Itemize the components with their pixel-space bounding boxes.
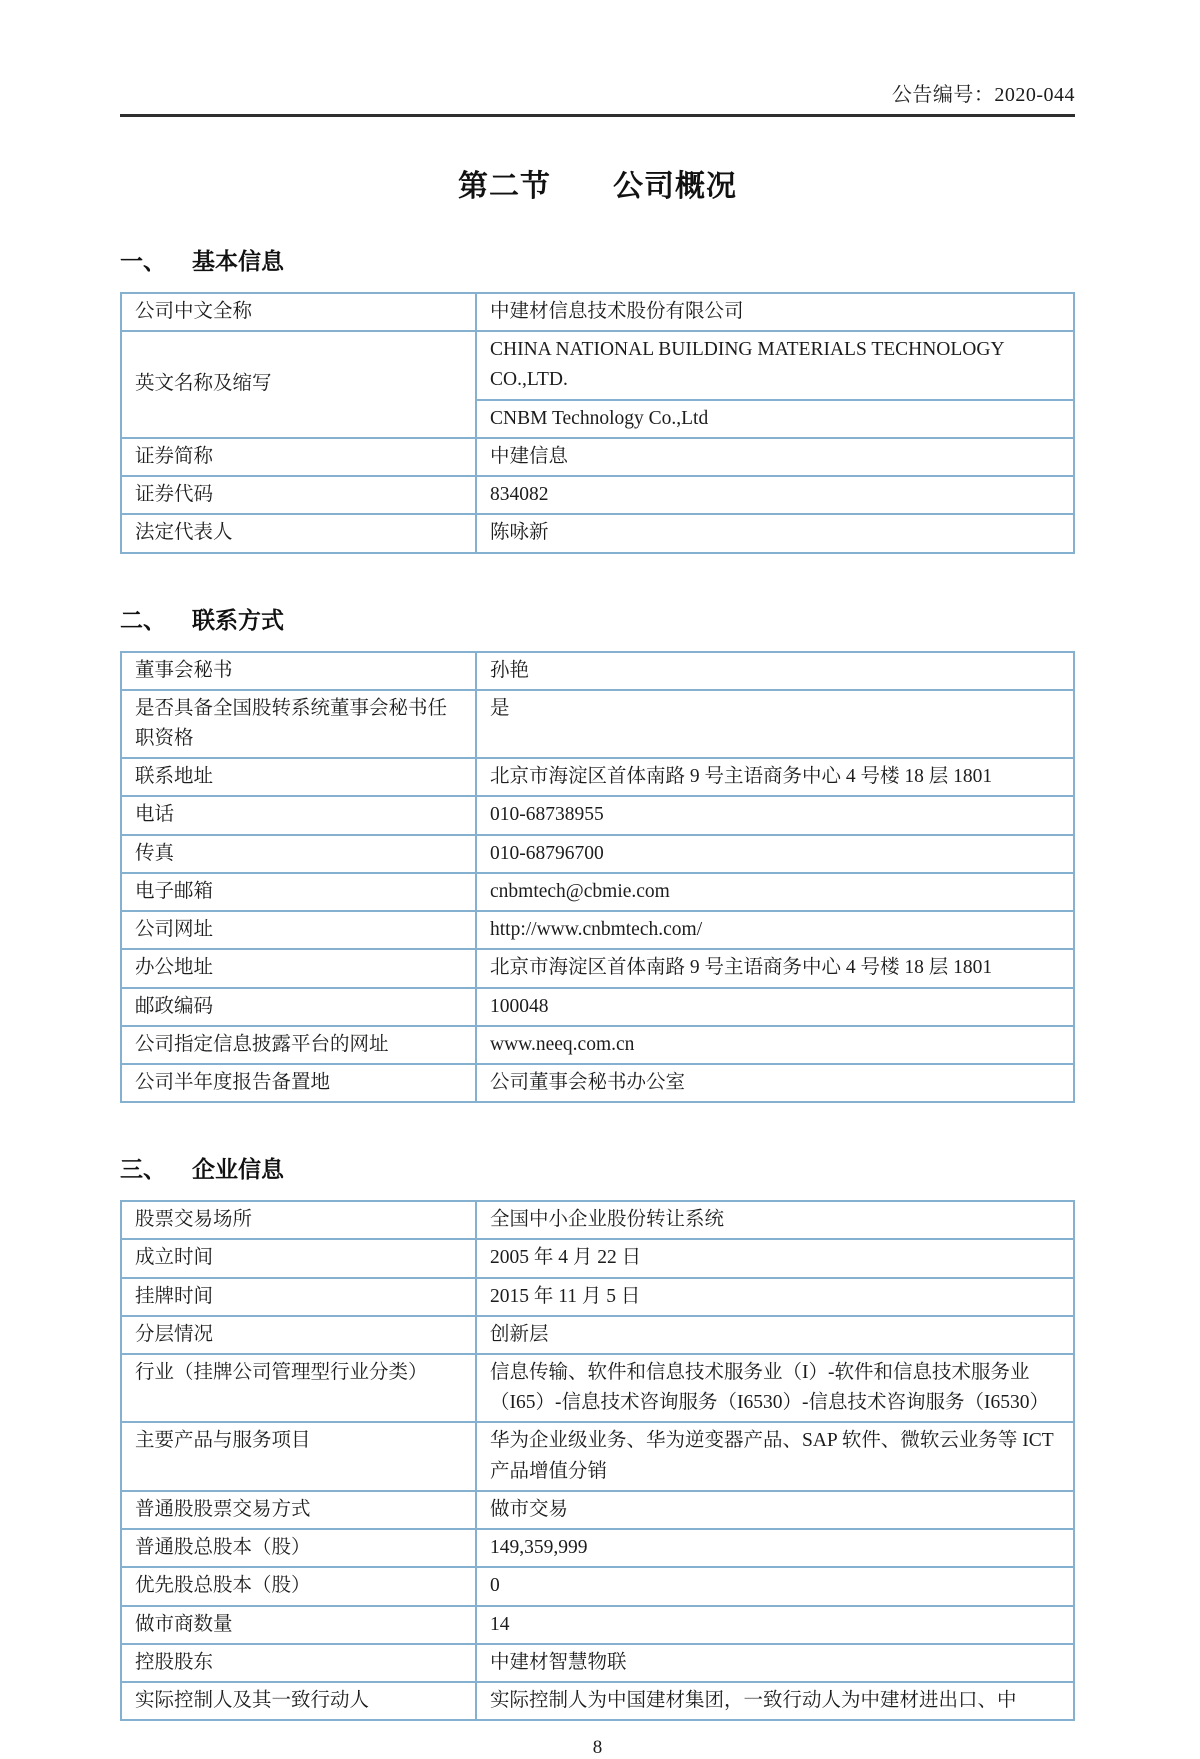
company-info-table xyxy=(120,1200,1075,1721)
row-label: 证券简称 xyxy=(121,438,476,476)
row-label: 电子邮箱 xyxy=(121,873,476,911)
table-row xyxy=(121,949,1074,987)
row-value: 0 xyxy=(476,1567,1074,1605)
table-row xyxy=(121,911,1074,949)
row-value: 是 xyxy=(476,690,1074,758)
section-contact-info xyxy=(120,602,1075,1104)
row-value: 2005 年 4 月 22 日 xyxy=(476,1239,1074,1277)
row-value: 010-68738955 xyxy=(476,796,1074,834)
row-value: 14 xyxy=(476,1606,1074,1644)
section-basic-info xyxy=(120,243,1075,554)
row-label: 公司网址 xyxy=(121,911,476,949)
row-value: 全国中小企业股份转让系统 xyxy=(476,1201,1074,1239)
row-value: CHINA NATIONAL BUILDING MATERIALS TECHNOLOGY CO.,LTD. xyxy=(476,331,1074,399)
row-label: 法定代表人 xyxy=(121,514,476,552)
row-label: 控股股东 xyxy=(121,1644,476,1682)
row-value: 中建材信息技术股份有限公司 xyxy=(476,293,1074,331)
row-label: 公司中文全称 xyxy=(121,293,476,331)
table-row xyxy=(121,1422,1074,1490)
table-row xyxy=(121,835,1074,873)
row-value: 北京市海淀区首体南路 9 号主语商务中心 4 号楼 18 层 1801 xyxy=(476,758,1074,796)
row-label: 做市商数量 xyxy=(121,1606,476,1644)
row-value: 孙艳 xyxy=(476,652,1074,690)
table-row xyxy=(121,758,1074,796)
table-row xyxy=(121,514,1074,552)
table-row xyxy=(121,988,1074,1026)
row-value: 中建材智慧物联 xyxy=(476,1644,1074,1682)
contact-info-table xyxy=(120,651,1075,1104)
row-value: 100048 xyxy=(476,988,1074,1026)
section-heading xyxy=(120,1151,1075,1184)
row-label: 优先股总股本（股） xyxy=(121,1567,476,1605)
section-heading xyxy=(120,602,1075,635)
row-value: 149,359,999 xyxy=(476,1529,1074,1567)
row-label: 英文名称及缩写 xyxy=(121,331,476,438)
announcement-number: 公告编号：2020-044 xyxy=(891,84,1075,106)
table-row xyxy=(121,331,1074,399)
section-company-info xyxy=(120,1151,1075,1721)
row-label: 行业（挂牌公司管理型行业分类） xyxy=(121,1354,476,1422)
basic-info-table xyxy=(120,292,1075,554)
section-heading xyxy=(120,243,1075,276)
row-value: 010-68796700 xyxy=(476,835,1074,873)
row-label: 联系地址 xyxy=(121,758,476,796)
page-number: 8 xyxy=(592,1737,603,1759)
row-label: 分层情况 xyxy=(121,1316,476,1354)
section-title: 企业信息 xyxy=(192,1156,284,1183)
row-value: CNBM Technology Co.,Ltd xyxy=(476,400,1074,438)
row-label: 邮政编码 xyxy=(121,988,476,1026)
section-number: 二、 xyxy=(120,606,166,633)
row-value: 华为企业级业务、华为逆变器产品、SAP 软件、微软云业务等 ICT 产品增值分销 xyxy=(476,1422,1074,1490)
table-row xyxy=(121,1201,1074,1239)
section-number: 三、 xyxy=(120,1156,166,1183)
row-label: 股票交易场所 xyxy=(121,1201,476,1239)
row-value: 公司董事会秘书办公室 xyxy=(476,1064,1074,1102)
table-row xyxy=(121,1316,1074,1354)
table-row xyxy=(121,1026,1074,1064)
table-row xyxy=(121,1278,1074,1316)
section-title: 联系方式 xyxy=(192,606,284,633)
row-label: 证券代码 xyxy=(121,476,476,514)
row-label: 是否具备全国股转系统董事会秘书任职资格 xyxy=(121,690,476,758)
row-label: 办公地址 xyxy=(121,949,476,987)
row-value: 中建信息 xyxy=(476,438,1074,476)
row-value: 信息传输、软件和信息技术服务业（I）-软件和信息技术服务业（I65）-信息技术咨询服务（I6530）-信息技术咨询服务（I6530） xyxy=(476,1354,1074,1422)
table-row xyxy=(121,796,1074,834)
row-label: 挂牌时间 xyxy=(121,1278,476,1316)
row-value: www.neeq.com.cn xyxy=(476,1026,1074,1064)
row-label: 普通股总股本（股） xyxy=(121,1529,476,1567)
row-label: 传真 xyxy=(121,835,476,873)
row-label: 普通股股票交易方式 xyxy=(121,1491,476,1529)
row-value: 创新层 xyxy=(476,1316,1074,1354)
table-row xyxy=(121,690,1074,758)
row-value: 做市交易 xyxy=(476,1491,1074,1529)
page-title: 第二节 公司概况 xyxy=(458,170,737,203)
row-label: 成立时间 xyxy=(121,1239,476,1277)
table-row xyxy=(121,1682,1074,1720)
row-label: 公司半年度报告备置地 xyxy=(121,1064,476,1102)
row-label: 董事会秘书 xyxy=(121,652,476,690)
row-value: 陈咏新 xyxy=(476,514,1074,552)
table-row xyxy=(121,1567,1074,1605)
table-row xyxy=(121,1491,1074,1529)
row-value: cnbmtech@cbmie.com xyxy=(476,873,1074,911)
table-row xyxy=(121,1606,1074,1644)
table-row xyxy=(121,1239,1074,1277)
table-row xyxy=(121,1644,1074,1682)
table-row xyxy=(121,873,1074,911)
row-value: 北京市海淀区首体南路 9 号主语商务中心 4 号楼 18 层 1801 xyxy=(476,949,1074,987)
row-label: 电话 xyxy=(121,796,476,834)
row-label: 公司指定信息披露平台的网址 xyxy=(121,1026,476,1064)
row-value: 2015 年 11 月 5 日 xyxy=(476,1278,1074,1316)
table-row xyxy=(121,438,1074,476)
table-row xyxy=(121,1064,1074,1102)
section-title: 基本信息 xyxy=(192,248,284,274)
table-row xyxy=(121,1354,1074,1422)
table-row xyxy=(121,652,1074,690)
row-value: 834082 xyxy=(476,476,1074,514)
table-row xyxy=(121,1529,1074,1567)
row-value: http://www.cnbmtech.com/ xyxy=(476,911,1074,949)
row-value: 实际控制人为中国建材集团，一致行动人为中建材进出口、中 xyxy=(476,1682,1074,1720)
table-row xyxy=(121,293,1074,331)
section-number: 一、 xyxy=(120,248,166,274)
table-row xyxy=(121,476,1074,514)
row-label: 实际控制人及其一致行动人 xyxy=(121,1682,476,1720)
row-label: 主要产品与服务项目 xyxy=(121,1422,476,1490)
header-rule xyxy=(120,114,1075,117)
